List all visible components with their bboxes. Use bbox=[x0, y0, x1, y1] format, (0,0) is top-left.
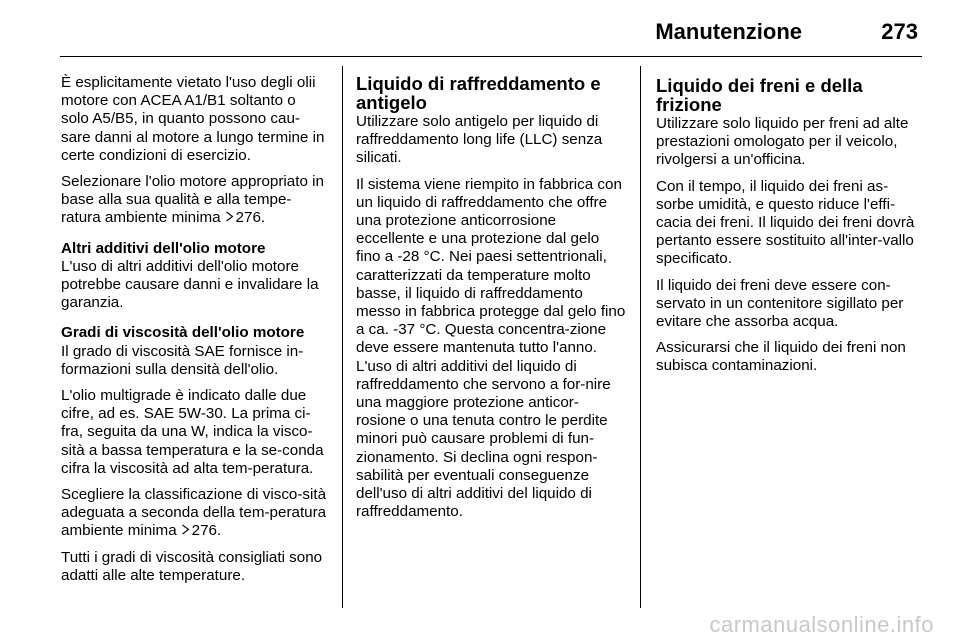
column-divider-2 bbox=[640, 66, 641, 608]
section-title: Manutenzione bbox=[655, 19, 802, 44]
page-reference-arrow-icon bbox=[181, 522, 190, 540]
header-divider bbox=[60, 56, 922, 57]
paragraph-acea-warning: È esplicitamente vietato l'uso degli olii motore con ACEA A1/B1 soltanto o solo A5/B5, in quanto possono cau-sare danni al motore a lungo termine in certe condizioni di esercizio. bbox=[61, 74, 325, 164]
paragraph-brake-fluid-type: Utilizzare solo liquido per freni ad alte prestazioni omologato per il veicolo, rivolgersi a un'officina. bbox=[656, 115, 909, 169]
column-brake-fluid bbox=[656, 74, 924, 384]
paragraph-choose-viscosity bbox=[61, 486, 327, 541]
paragraph-additives: L'uso di altri additivi dell'olio motore potrebbe causare danni e invalidare la garanzia. bbox=[61, 257, 319, 312]
heading-coolant: Liquido di raffreddamento e antigelo bbox=[356, 73, 601, 113]
page-reference-arrow-icon bbox=[225, 209, 234, 227]
column-divider-1 bbox=[342, 66, 343, 608]
subheading-additives: Altri additivi dell'olio motore bbox=[61, 239, 266, 257]
paragraph-high-temperature: Tutti i gradi di viscosità consigliati sono adatti alle alte temperature. bbox=[61, 548, 323, 584]
column-coolant bbox=[356, 74, 626, 529]
page-header bbox=[60, 18, 920, 54]
paragraph-brake-fluid-contamination: Assicurarsi che il liquido dei freni non subisca contaminazioni. bbox=[656, 339, 906, 375]
page-number: 273 bbox=[881, 19, 918, 44]
paragraph-coolant-protection: Il sistema viene riempito in fabbrica con un liquido di raffreddamento che offre una protezione anticorrosione eccellente e una protezione dal gelo fino a -28 °C. Nei paesi settentrionali, caratterizzati da temperature molto basse, il liquido di raffreddamento messo in fabbrica protegge dal gelo fino a ca. -37 °C. Questa concentra-zione deve essere mantenuta tutto l'anno. L'uso di altri additivi del liquido di raffreddamento che servono a for-nire una maggiore protezione anticor-rosione o una tenuta contro le perdite minori può causare problemi di fun-zionamento. Si declina ogni respon-sabilità per eventuali conseguenze dell'uso di altri additivi del liquido di raffreddamento. bbox=[356, 175, 626, 521]
paragraph-select-oil-text: Selezionare l'olio motore appropriato in base alla sua qualità e alla tempe-ratura ambiente minima bbox=[61, 173, 324, 227]
paragraph-sae-grade: Il grado di viscosità SAE fornisce in-formazioni sulla densità dell'olio. bbox=[61, 342, 304, 378]
paragraph-brake-fluid-storage: Il liquido dei freni deve essere con-servato in un contenitore sigillato per evitare che assorba acqua. bbox=[656, 276, 904, 331]
column-engine-oil bbox=[61, 74, 327, 593]
page-reference-link[interactable]: 276. bbox=[235, 209, 266, 227]
watermark-text: carmanualsonline.info bbox=[709, 612, 934, 637]
paragraph-brake-fluid-moisture: Con il tempo, il liquido dei freni as-sorbe umidità, e questo riduce l'effi-cacia dei freni. Il liquido dei freni dovrà pertanto essere sostituito all'inter-vallo specificato. bbox=[656, 177, 915, 268]
heading-brake-fluid: Liquido dei freni e della frizione bbox=[656, 75, 863, 115]
page-reference-link[interactable]: 276. bbox=[191, 522, 222, 540]
paragraph-multigrade: L'olio multigrade è indicato dalle due cifre, ad es. SAE 5W-30. La prima ci-fra, seguita da una W, indica la visco-sità a bassa temperatura e la se-conda cifra la viscosità ad alta tem-peratura. bbox=[61, 387, 324, 477]
subheading-viscosity: Gradi di viscosità dell'olio motore bbox=[61, 324, 305, 342]
paragraph-select-oil bbox=[61, 173, 327, 228]
paragraph-choose-viscosity-text: Scegliere la classificazione di visco-sità adeguata a seconda della tem-peratura ambiente minima bbox=[61, 486, 327, 540]
paragraph-coolant-type: Utilizzare solo antigelo per liquido di raffreddamento long life (LLC) senza silicati. bbox=[356, 113, 603, 167]
